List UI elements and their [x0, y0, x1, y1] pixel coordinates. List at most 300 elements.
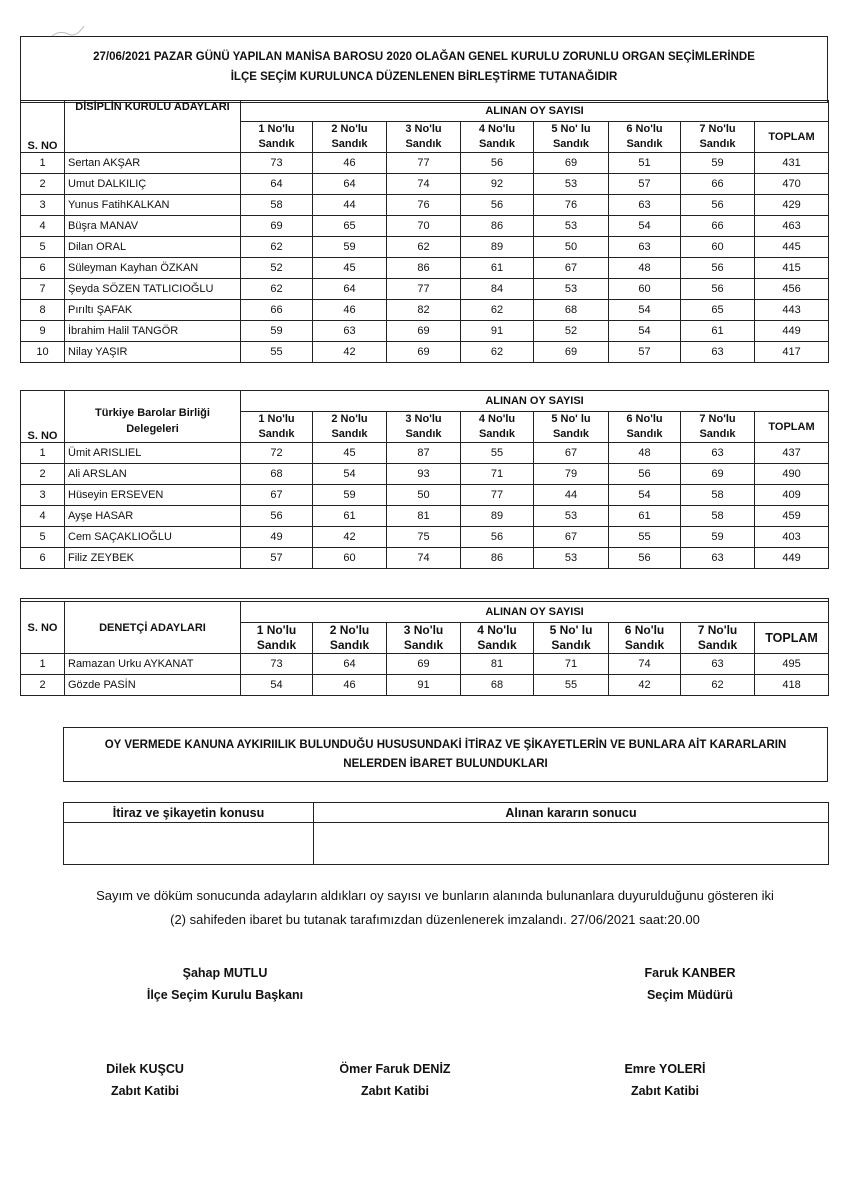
objection-subject-header: İtiraz ve şikayetin konusu — [64, 803, 314, 823]
candidate-name: Sertan AKŞAR — [65, 153, 241, 174]
sandik-header-4 — [461, 412, 534, 443]
table-row — [21, 279, 829, 300]
sandik-sublabel: Sandık — [405, 428, 442, 440]
objection-line-2: NELERDEN İBARET BULUNDUKLARI — [343, 758, 548, 770]
vote-count: 67 — [534, 443, 609, 464]
vote-count: 69 — [534, 153, 609, 174]
vote-count: 57 — [609, 174, 681, 195]
sno-header: S. NO — [21, 101, 65, 153]
table-row — [21, 548, 829, 569]
vote-count: 81 — [387, 506, 461, 527]
sandik-header-4 — [461, 122, 534, 153]
sandik-header-3 — [387, 122, 461, 153]
vote-count: 74 — [387, 174, 461, 195]
row-number: 9 — [21, 321, 65, 342]
candidate-name: Umut DALKILIÇ — [65, 174, 241, 195]
sandik-header-2 — [313, 412, 387, 443]
vote-count: 61 — [461, 258, 534, 279]
vote-count: 62 — [387, 237, 461, 258]
vote-count: 56 — [681, 279, 755, 300]
vote-count: 66 — [241, 300, 313, 321]
table-row — [21, 258, 829, 279]
candidate-name: Filiz ZEYBEK — [65, 548, 241, 569]
vote-count: 46 — [313, 300, 387, 321]
sandik-sublabel: Sandık — [256, 638, 297, 652]
sandik-header-4 — [461, 623, 534, 654]
vote-total: 409 — [755, 485, 829, 506]
sandik-header-7 — [681, 122, 755, 153]
vote-total: 437 — [755, 443, 829, 464]
table-row — [21, 675, 829, 696]
candidate-name: Dilan ORAL — [65, 237, 241, 258]
vote-total: 490 — [755, 464, 829, 485]
vote-count: 79 — [534, 464, 609, 485]
vote-count: 74 — [387, 548, 461, 569]
sandik-sublabel: Sandık — [551, 638, 591, 652]
sandik-sublabel: Sandık — [697, 638, 738, 652]
sandik-sublabel: Sandık — [552, 428, 590, 440]
candidate-name: İbrahim Halil TANGÖR — [65, 321, 241, 342]
vote-count: 82 — [387, 300, 461, 321]
candidate-name: Ali ARSLAN — [65, 464, 241, 485]
toplam-header: TOPLAM — [755, 623, 829, 654]
closing-paragraph — [40, 884, 830, 932]
vote-count: 92 — [461, 174, 534, 195]
sandik-sublabel: Sandık — [329, 638, 370, 652]
vote-total: 459 — [755, 506, 829, 527]
row-number: 4 — [21, 506, 65, 527]
row-number: 5 — [21, 237, 65, 258]
sandik-label: 6 No'lu — [626, 123, 663, 135]
vote-count: 56 — [461, 195, 534, 216]
row-number: 2 — [21, 464, 65, 485]
vote-count: 65 — [313, 216, 387, 237]
vote-count: 91 — [461, 321, 534, 342]
vote-count: 63 — [313, 321, 387, 342]
vote-count: 56 — [461, 153, 534, 174]
vote-count: 59 — [241, 321, 313, 342]
row-number: 7 — [21, 279, 65, 300]
sandik-header-2 — [313, 122, 387, 153]
vote-count: 84 — [461, 279, 534, 300]
vote-count: 63 — [681, 548, 755, 569]
vote-count: 56 — [609, 464, 681, 485]
vote-count: 63 — [681, 443, 755, 464]
vote-count: 46 — [313, 675, 387, 696]
row-number: 6 — [21, 258, 65, 279]
sandik-label: 5 No' lu — [551, 123, 591, 135]
signature-name: Ömer Faruk DENİZ — [339, 1062, 451, 1076]
vote-count: 48 — [609, 443, 681, 464]
vote-count: 54 — [609, 321, 681, 342]
sandik-header-5 — [534, 412, 609, 443]
signature-role: Zabıt Katibi — [630, 1084, 700, 1098]
vote-count: 60 — [609, 279, 681, 300]
vote-count: 60 — [313, 548, 387, 569]
objection-line-1: OY VERMEDE KANUNA AYKIRIILIK BULUNDUĞU HUSUSUNDAKİ İTİRAZ VE ŞİKAYETLERİN VE BUNLARA AİT KARARLARIN — [104, 739, 787, 751]
sandik-sublabel: Sandık — [699, 428, 736, 440]
vote-count: 73 — [241, 153, 313, 174]
alinan-oy-header: ALINAN OY SAYISI — [241, 602, 829, 623]
vote-count: 56 — [241, 506, 313, 527]
candidate-name: Gözde PASİN — [65, 675, 241, 696]
vote-total: 456 — [755, 279, 829, 300]
vote-count: 66 — [681, 174, 755, 195]
sandik-header-1 — [241, 412, 313, 443]
sandik-label: 5 No' lu — [551, 413, 591, 425]
tbb-header — [65, 391, 241, 443]
vote-count: 93 — [387, 464, 461, 485]
sandik-sublabel: Sandık — [258, 428, 295, 440]
tbb-header-line-1: Türkiye Barolar Birliği — [95, 407, 210, 419]
signature-name: Dilek KUŞCU — [106, 1062, 184, 1076]
vote-total: 431 — [755, 153, 829, 174]
vote-total: 445 — [755, 237, 829, 258]
sandik-label: 5 No' lu — [549, 623, 593, 637]
sandik-sublabel: Sandık — [477, 638, 517, 652]
vote-count: 87 — [387, 443, 461, 464]
vote-total: 495 — [755, 654, 829, 675]
sandik-header-3 — [387, 623, 461, 654]
sandik-label: 1 No'lu — [258, 123, 295, 135]
sandik-sublabel: Sandık — [258, 138, 295, 150]
vote-count: 77 — [387, 279, 461, 300]
sandik-label: 7 No'lu — [699, 413, 736, 425]
vote-count: 69 — [387, 321, 461, 342]
sandik-label: 2 No'lu — [331, 413, 368, 425]
vote-total: 418 — [755, 675, 829, 696]
row-number: 6 — [21, 548, 65, 569]
vote-count: 69 — [387, 654, 461, 675]
table-row — [21, 237, 829, 258]
vote-total: 415 — [755, 258, 829, 279]
signature-role: Seçim Müdürü — [646, 988, 734, 1002]
title-line-1: 27/06/2021 PAZAR GÜNÜ YAPILAN MANİSA BAROSU 2020 OLAĞAN GENEL KURULU ZORUNLU ORGAN SEÇİMLERİNDE — [93, 51, 755, 63]
sandik-sublabel: Sandık — [331, 138, 368, 150]
vote-count: 76 — [387, 195, 461, 216]
table-row — [21, 174, 829, 195]
vote-count: 55 — [534, 675, 609, 696]
row-number: 3 — [21, 485, 65, 506]
sandik-label: 3 No'lu — [405, 123, 442, 135]
vote-count: 56 — [461, 527, 534, 548]
vote-count: 45 — [313, 443, 387, 464]
denetci-header: DENETÇİ ADAYLARI — [65, 602, 241, 654]
vote-count: 59 — [313, 485, 387, 506]
vote-count: 63 — [609, 237, 681, 258]
row-number: 4 — [21, 216, 65, 237]
signature-clerk-2 — [310, 1058, 480, 1102]
vote-count: 57 — [609, 342, 681, 363]
vote-count: 62 — [241, 237, 313, 258]
vote-count: 77 — [461, 485, 534, 506]
denetci-table-body — [21, 654, 829, 696]
table-row — [21, 216, 829, 237]
sandik-sublabel: Sandık — [405, 138, 442, 150]
vote-count: 64 — [313, 654, 387, 675]
vote-count: 77 — [387, 153, 461, 174]
sandik-label: 6 No'lu — [624, 623, 665, 637]
vote-count: 54 — [313, 464, 387, 485]
vote-count: 57 — [241, 548, 313, 569]
vote-count: 71 — [534, 654, 609, 675]
sandik-header-1 — [241, 122, 313, 153]
vote-count: 59 — [681, 527, 755, 548]
sandik-label: 4 No'lu — [477, 623, 517, 637]
vote-count: 53 — [534, 506, 609, 527]
vote-count: 44 — [313, 195, 387, 216]
vote-count: 89 — [461, 506, 534, 527]
tbb-table — [20, 390, 829, 569]
sno-header: S. NO — [21, 602, 65, 654]
vote-count: 69 — [534, 342, 609, 363]
vote-count: 68 — [534, 300, 609, 321]
sandik-header-6 — [609, 623, 681, 654]
vote-count: 72 — [241, 443, 313, 464]
decision-result-header: Alınan kararın sonucu — [314, 803, 829, 823]
signature-role: Zabıt Katibi — [360, 1084, 430, 1098]
signature-chairman — [130, 962, 320, 1006]
sandik-sublabel: Sandık — [552, 138, 590, 150]
sandik-header-2 — [313, 623, 387, 654]
table-row — [21, 464, 829, 485]
table-row — [21, 321, 829, 342]
candidate-name: Cem SAÇAKLIOĞLU — [65, 527, 241, 548]
vote-count: 67 — [534, 258, 609, 279]
vote-count: 81 — [461, 654, 534, 675]
disiplin-header: DİSİPLİN KURULU ADAYLARI — [65, 101, 241, 153]
vote-count: 86 — [387, 258, 461, 279]
table-row — [21, 485, 829, 506]
table-row — [21, 342, 829, 363]
signature-role: İlçe Seçim Kurulu Başkanı — [146, 988, 304, 1002]
signature-name: Şahap MUTLU — [182, 966, 268, 980]
table-row — [21, 527, 829, 548]
vote-count: 62 — [461, 300, 534, 321]
sandik-label: 6 No'lu — [626, 413, 663, 425]
sandik-label: 2 No'lu — [329, 623, 370, 637]
vote-count: 54 — [609, 485, 681, 506]
vote-count: 63 — [609, 195, 681, 216]
vote-count: 51 — [609, 153, 681, 174]
objection-table — [63, 802, 829, 865]
vote-total: 449 — [755, 321, 829, 342]
vote-count: 61 — [313, 506, 387, 527]
sandik-label: 2 No'lu — [331, 123, 368, 135]
tbb-table-body — [21, 443, 829, 569]
candidate-name: Nilay YAŞIR — [65, 342, 241, 363]
vote-count: 61 — [609, 506, 681, 527]
table-row — [21, 654, 829, 675]
table-row — [21, 300, 829, 321]
vote-count: 58 — [241, 195, 313, 216]
vote-count: 86 — [461, 216, 534, 237]
vote-count: 67 — [534, 527, 609, 548]
vote-count: 67 — [241, 485, 313, 506]
vote-count: 58 — [681, 506, 755, 527]
vote-count: 53 — [534, 548, 609, 569]
vote-count: 59 — [681, 153, 755, 174]
candidate-name: Şeyda SÖZEN TATLICIOĞLU — [65, 279, 241, 300]
table-row — [21, 506, 829, 527]
vote-count: 66 — [681, 216, 755, 237]
sandik-sublabel: Sandık — [699, 138, 736, 150]
sno-header: S. NO — [21, 391, 65, 443]
toplam-header: TOPLAM — [755, 122, 829, 153]
vote-count: 50 — [534, 237, 609, 258]
alinan-oy-header: ALINAN OY SAYISI — [241, 391, 829, 412]
sandik-header-1 — [241, 623, 313, 654]
vote-count: 75 — [387, 527, 461, 548]
vote-count: 54 — [609, 216, 681, 237]
sandik-label: 7 No'lu — [699, 123, 736, 135]
vote-count: 56 — [681, 258, 755, 279]
row-number: 2 — [21, 174, 65, 195]
vote-count: 42 — [313, 342, 387, 363]
title-line-2: İLÇE SEÇİM KURULUNCA DÜZENLENEN BİRLEŞTİRME TUTANAĞIDIR — [230, 71, 618, 83]
sandik-sublabel: Sandık — [624, 638, 665, 652]
vote-total: 449 — [755, 548, 829, 569]
row-number: 3 — [21, 195, 65, 216]
candidate-name: Ramazan Urku AYKANAT — [65, 654, 241, 675]
sandik-sublabel: Sandık — [478, 138, 516, 150]
sandik-label: 7 No'lu — [697, 623, 738, 637]
table-row — [21, 195, 829, 216]
table-row — [21, 153, 829, 174]
vote-total: 463 — [755, 216, 829, 237]
vote-count: 69 — [241, 216, 313, 237]
vote-count: 56 — [681, 195, 755, 216]
tbb-header-line-2: Delegeleri — [126, 423, 179, 435]
vote-count: 62 — [241, 279, 313, 300]
vote-count: 53 — [534, 216, 609, 237]
candidate-name: Yunus FatihKALKAN — [65, 195, 241, 216]
sandik-label: 1 No'lu — [256, 623, 297, 637]
alinan-oy-header: ALINAN OY SAYISI — [241, 101, 829, 122]
signature-director — [610, 962, 770, 1006]
vote-total: 429 — [755, 195, 829, 216]
signature-name: Emre YOLERİ — [624, 1062, 706, 1076]
objection-subject-cell — [64, 823, 314, 865]
sandik-header-5 — [534, 623, 609, 654]
row-number: 10 — [21, 342, 65, 363]
vote-count: 55 — [609, 527, 681, 548]
sandik-label: 4 No'lu — [478, 413, 516, 425]
row-number: 1 — [21, 153, 65, 174]
vote-count: 64 — [313, 279, 387, 300]
vote-count: 86 — [461, 548, 534, 569]
vote-count: 42 — [609, 675, 681, 696]
sandik-label: 3 No'lu — [403, 623, 444, 637]
vote-count: 44 — [534, 485, 609, 506]
vote-count: 48 — [609, 258, 681, 279]
vote-total: 403 — [755, 527, 829, 548]
sandik-sublabel: Sandık — [478, 428, 516, 440]
vote-count: 69 — [681, 464, 755, 485]
vote-count: 58 — [681, 485, 755, 506]
row-number: 1 — [21, 654, 65, 675]
vote-count: 61 — [681, 321, 755, 342]
vote-count: 64 — [313, 174, 387, 195]
table-row — [21, 443, 829, 464]
disiplin-table — [20, 100, 829, 363]
sandik-header-7 — [681, 623, 755, 654]
sandik-header-5 — [534, 122, 609, 153]
candidate-name: Ayşe HASAR — [65, 506, 241, 527]
sandik-sublabel: Sandık — [626, 138, 663, 150]
closing-paragraph-line-1: Sayım ve döküm sonucunda adayların aldıkları oy sayısı ve bunların alanında bulunanlara duyurulduğunu gösteren iki — [96, 888, 774, 903]
row-number: 8 — [21, 300, 65, 321]
vote-count: 69 — [387, 342, 461, 363]
vote-count: 62 — [681, 675, 755, 696]
toplam-header: TOPLAM — [755, 412, 829, 443]
vote-count: 50 — [387, 485, 461, 506]
vote-count: 64 — [241, 174, 313, 195]
vote-count: 52 — [534, 321, 609, 342]
candidate-name: Ümit ARISLIEL — [65, 443, 241, 464]
candidate-name: Büşra MANAV — [65, 216, 241, 237]
vote-count: 46 — [313, 153, 387, 174]
signature-clerk-1 — [80, 1058, 210, 1102]
vote-count: 54 — [241, 675, 313, 696]
vote-count: 71 — [461, 464, 534, 485]
vote-count: 53 — [534, 279, 609, 300]
signature-clerk-3 — [595, 1058, 735, 1102]
vote-total: 443 — [755, 300, 829, 321]
vote-count: 89 — [461, 237, 534, 258]
sandik-header-6 — [609, 122, 681, 153]
sandik-sublabel: Sandık — [626, 428, 663, 440]
sandik-header-6 — [609, 412, 681, 443]
vote-count: 56 — [609, 548, 681, 569]
sandik-label: 1 No'lu — [258, 413, 295, 425]
signature-name: Faruk KANBER — [644, 966, 736, 980]
vote-count: 62 — [461, 342, 534, 363]
vote-count: 59 — [313, 237, 387, 258]
signature-role: Zabıt Katibi — [110, 1084, 180, 1098]
sandik-header-7 — [681, 412, 755, 443]
vote-total: 417 — [755, 342, 829, 363]
disiplin-table-body — [21, 153, 829, 363]
candidate-name: Süleyman Kayhan ÖZKAN — [65, 258, 241, 279]
row-number: 5 — [21, 527, 65, 548]
sandik-header-3 — [387, 412, 461, 443]
vote-count: 52 — [241, 258, 313, 279]
row-number: 2 — [21, 675, 65, 696]
vote-count: 91 — [387, 675, 461, 696]
document-title-box — [20, 36, 828, 103]
sandik-sublabel: Sandık — [331, 428, 368, 440]
vote-count: 68 — [241, 464, 313, 485]
sandik-label: 4 No'lu — [478, 123, 516, 135]
vote-count: 73 — [241, 654, 313, 675]
vote-count: 54 — [609, 300, 681, 321]
vote-count: 74 — [609, 654, 681, 675]
vote-count: 53 — [534, 174, 609, 195]
vote-count: 76 — [534, 195, 609, 216]
vote-count: 68 — [461, 675, 534, 696]
vote-count: 70 — [387, 216, 461, 237]
candidate-name: Pırıltı ŞAFAK — [65, 300, 241, 321]
candidate-name: Hüseyin ERSEVEN — [65, 485, 241, 506]
vote-count: 42 — [313, 527, 387, 548]
decision-result-cell — [314, 823, 829, 865]
sandik-label: 3 No'lu — [405, 413, 442, 425]
vote-count: 49 — [241, 527, 313, 548]
vote-count: 55 — [241, 342, 313, 363]
vote-count: 63 — [681, 654, 755, 675]
vote-count: 45 — [313, 258, 387, 279]
